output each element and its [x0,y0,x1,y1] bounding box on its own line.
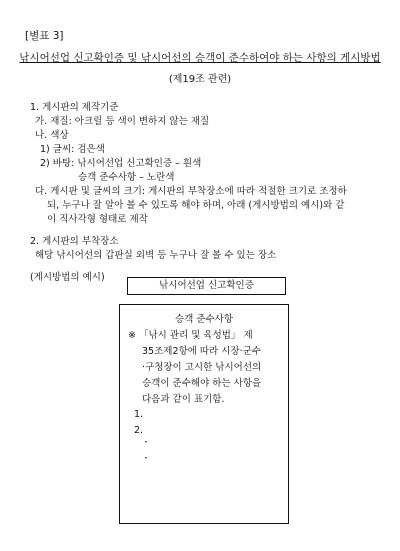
example-label: (게시방법의 예시) [30,272,105,283]
section1-item-da-cont2: 이 직사각형 형태로 제작 [47,214,148,225]
rules-sign-text-line: 승객이 준수해야 하는 사항을 [142,378,262,389]
rules-sign-text-line: 35조제2항에 따라 시장·군수 [142,346,261,357]
section1-item-na: 나. 색상 [35,130,69,141]
section2-heading: 2. 게시판의 부착장소 [30,236,119,247]
rules-sign-title: 승객 준수사항 [174,314,234,325]
rules-sign-text-line: ※ 「낚시 관리 및 육성법」 제 [128,330,253,341]
color-background-item: 2) 바탕: 낚시어선업 신고확인증 – 흰색 [40,158,202,169]
rules-sign-text-line: 다음과 같이 표기함. [142,394,225,405]
annex-label: [별표 3] [25,30,64,42]
rules-sign-ellipsis-dot: · [144,435,148,449]
rules-sign-text-line: ·구청장이 고시한 낚시어선의 [142,362,262,373]
color-text-item: 1) 글씨: 검은색 [40,144,105,155]
passenger-rules-sign-box [119,304,289,524]
section1-item-ga: 가. 재질: 아크릴 등 색이 변하지 않는 재질 [35,116,210,127]
document-subtitle: (제19조 관련) [168,74,232,85]
section1-item-da-cont: 되, 누구나 잘 알아 볼 수 있도록 해야 하며, 아래 (게시방법의 예시)와 같 [47,200,345,211]
certificate-sign-box: 낚시어선업 신고확인증 [127,277,286,295]
section2-text: 해당 낚시어선의 갑판실 외벽 등 누구나 잘 볼 수 있는 장소 [35,250,277,261]
section1-heading: 1. 게시판의 제작기준 [30,102,119,113]
section1-item-da: 다. 게시판 및 글씨의 크기: 게시판의 부착장소에 따라 적절한 크기로 조정하 [35,186,347,197]
color-background-item-rules: 승객 준수사항 – 노란색 [78,172,175,183]
rules-sign-item-2: 2. [134,425,144,436]
rules-sign-ellipsis-dot: · [144,451,148,465]
document-title: 낚시어선업 신고확인증 및 낚시어선의 승객이 준수하여야 하는 사항의 게시방법 [19,52,381,64]
rules-sign-item-1: 1. [134,409,144,420]
